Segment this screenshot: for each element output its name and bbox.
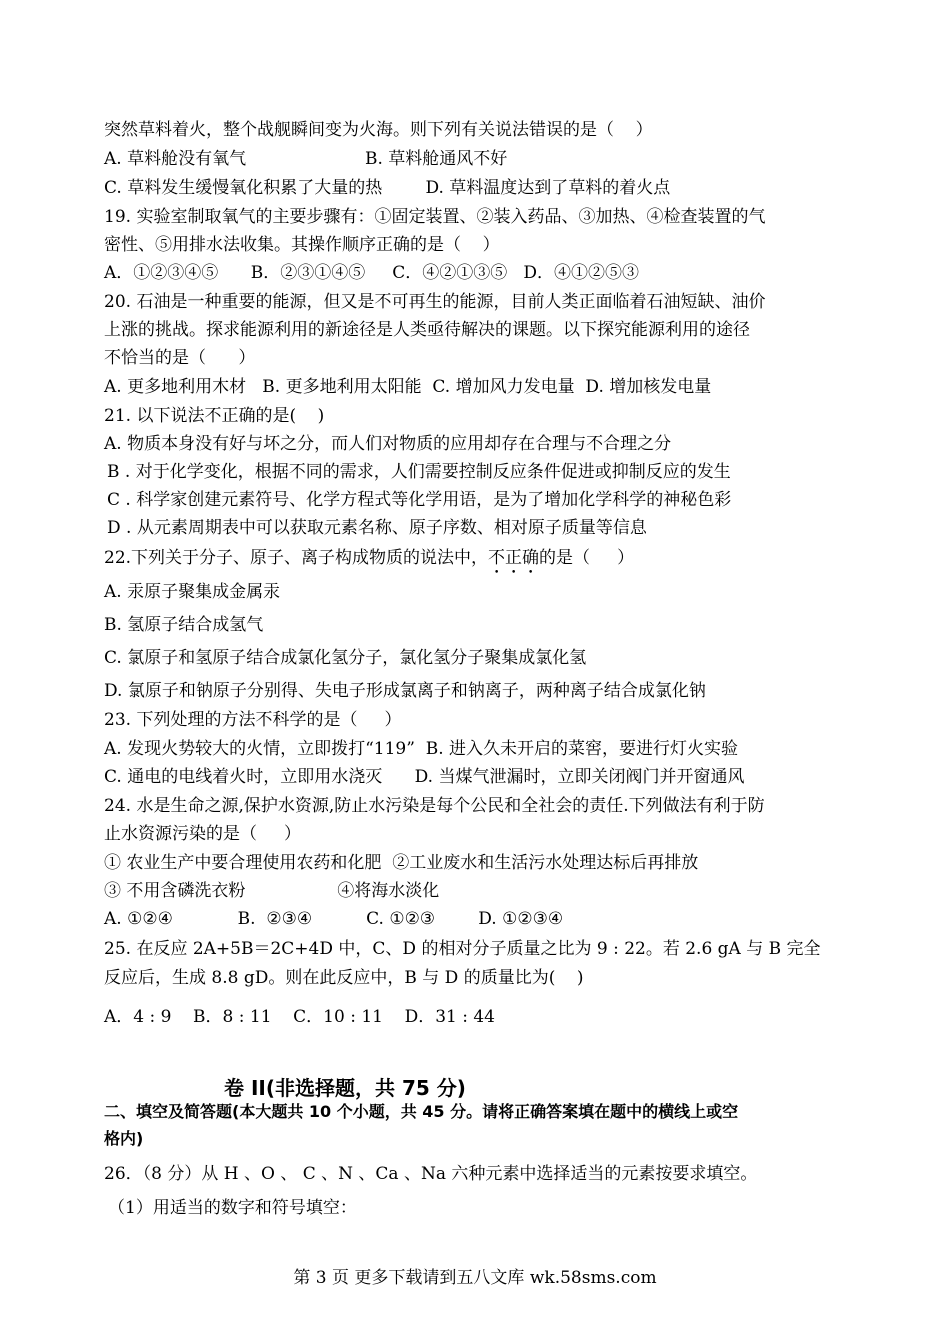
q18-options-cd: C. 草料发生缓慢氧化积累了大量的热 D. 草料温度达到了草料的着火点 xyxy=(104,178,671,198)
q20-options: A. 更多地利用木材 B. 更多地利用太阳能 C. 增加风力发电量 D. 增加核发电量 xyxy=(104,377,712,397)
q22-stem xyxy=(104,547,634,578)
q22-stem-after: 的是（ ） xyxy=(539,548,635,568)
q20-stem-line3: 不恰当的是（ ） xyxy=(104,348,256,368)
q22-option-d: D. 氯原子和钠原子分别得、失电子形成氯离子和钠离子，两种离子结合成氯化钠 xyxy=(104,681,706,701)
q21-option-a: A. 物质本身没有好与坏之分，而人们对物质的应用却存在合理与不合理之分 xyxy=(104,434,672,454)
q22-stem-emphasis: 不正确 xyxy=(488,548,540,568)
page-footer: 第 3 页 更多下载请到五八文库 wk.58sms.com xyxy=(293,1268,657,1288)
q21-option-d: D . 从元素周期表中可以获取元素名称、原子序数、相对原子质量等信息 xyxy=(107,518,647,538)
section-instruction-line2: 格内) xyxy=(104,1129,144,1148)
q22-option-a: A. 汞原子聚集成金属汞 xyxy=(104,582,281,602)
q25-stem-line1: 25. 在反应 2A+5B＝2C+4D 中，C、D 的相对分子质量之比为 9 : 22。若 2.6 gA 与 B 完全 xyxy=(104,939,821,959)
q25-options: A．4 : 9 B．8 : 11 C．10 : 11 D．31 : 44 xyxy=(104,1007,495,1027)
q21-option-c: C . 科学家创建元素符号、化学方程式等化学用语，是为了增加化学科学的神秘色彩 xyxy=(107,490,732,510)
section-instruction-line1: 二、填空及简答题(本大题共 10 个小题，共 45 分。请将正确答案填在题中的横线上或空 xyxy=(104,1102,739,1121)
q24-items-12: ① 农业生产中要合理使用农药和化肥 ②工业废水和生活污水处理达标后再排放 xyxy=(104,853,699,873)
q24-stem-line1: 24. 水是生命之源,保护水资源,防止水污染是每个公民和全社会的责任.下列做法有利于防 xyxy=(104,796,765,816)
q18-options-ab: A. 草料舱没有氧气 B. 草料舱通风不好 xyxy=(104,149,508,169)
q23-options-ab: A. 发现火势较大的火情，立即拨打“119” B. 进入久未开启的菜窖，要进行灯火实验 xyxy=(104,739,739,759)
q24-stem-line2: 止水资源污染的是（ ） xyxy=(104,824,302,844)
q24-options: A. ①②④ B. ②③④ C. ①②③ D. ①②③④ xyxy=(104,909,564,929)
q19-options: A．①②③④⑤ B．②③①④⑤ C．④②①③⑤ D．④①②⑤③ xyxy=(104,263,640,283)
q22-option-c: C. 氯原子和氢原子结合成氯化氢分子，氯化氢分子聚集成氯化氢 xyxy=(104,648,587,668)
q21-stem: 21. 以下说法不正确的是( ) xyxy=(104,406,325,426)
q26-stem: 26．（8 分）从 H 、O 、 C 、N 、Ca 、Na 六种元素中选择适当的元素按要求填空。 xyxy=(104,1164,758,1184)
q20-stem-line2: 上涨的挑战。探求能源利用的新途径是人类亟待解决的课题。以下探究能源利用的途径 xyxy=(104,320,750,340)
q19-stem-line2: 密性、⑤用排水法收集。其操作顺序正确的是（ ） xyxy=(104,235,500,255)
q20-stem-line1: 20. 石油是一种重要的能源，但又是不可再生的能源，目前人类正面临着石油短缺、油价 xyxy=(104,292,766,312)
q18-stem-continued: 突然草料着火，整个战舰瞬间变为火海。则下列有关说法错误的是（ ） xyxy=(104,120,653,140)
q23-options-cd: C. 通电的电线着火时，立即用水浇灭 D. 当煤气泄漏时，立即关闭阀门并开窗通风 xyxy=(104,767,745,787)
section-title: 卷 II(非选择题，共 75 分) xyxy=(224,1076,466,1100)
q22-option-b: B. 氢原子结合成氢气 xyxy=(104,615,264,635)
q19-stem-line1: 19. 实验室制取氧气的主要步骤有：①固定装置、②装入药品、③加热、④检查装置的气 xyxy=(104,207,766,227)
q23-stem: 23. 下列处理的方法不科学的是（ ） xyxy=(104,710,402,730)
q22-stem-before: 22.下列关于分子、原子、离子构成物质的说法中， xyxy=(104,548,489,568)
q25-stem-line2: 反应后，生成 8.8 gD。则在此反应中，B 与 D 的质量比为( ) xyxy=(104,968,584,988)
q26-part1: （1）用适当的数字和符号填空： xyxy=(108,1198,357,1218)
q21-option-b: B . 对于化学变化，根据不同的需求，人们需要控制反应条件促进或抑制反应的发生 xyxy=(107,462,731,482)
q24-items-34: ③ 不用含磷洗衣粉 ④将海水淡化 xyxy=(104,881,440,901)
